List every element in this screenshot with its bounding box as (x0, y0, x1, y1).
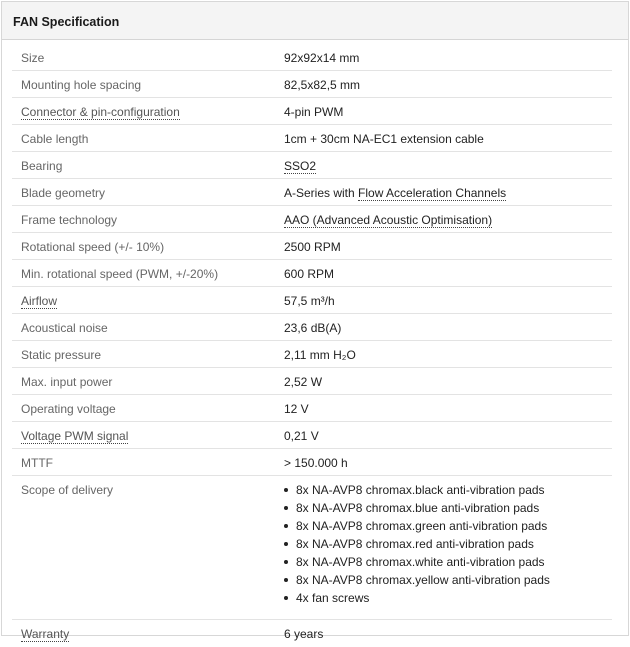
spec-value: 82,5x82,5 mm (284, 78, 361, 92)
spec-row-rotational-speed (12, 233, 612, 260)
spec-value: 2,52 W (284, 375, 323, 389)
spec-row-mounting-hole-spacing (12, 71, 612, 98)
spec-label: MTTF (21, 456, 53, 470)
spec-row-blade-geometry (12, 179, 612, 206)
list-item: 8x NA-AVP8 chromax.black anti-vibration pads (284, 483, 550, 501)
spec-value: 12 V (284, 402, 309, 416)
list-item: 8x NA-AVP8 chromax.green anti-vibration pads (284, 519, 550, 537)
spec-label: Cable length (21, 132, 89, 146)
connector-info-link[interactable]: Connector & pin-configuration (21, 105, 180, 119)
spec-label: Blade geometry (21, 186, 106, 200)
spec-row-static-pressure (12, 341, 612, 368)
spec-row-voltage-pwm-signal (12, 422, 612, 449)
spec-label: Frame technology (21, 213, 118, 227)
spec-row-connector (12, 98, 612, 125)
spec-row-acoustical-noise (12, 314, 612, 341)
spec-value: 2500 RPM (284, 240, 341, 254)
spec-value: > 150.000 h (284, 456, 348, 470)
spec-row-mttf (12, 449, 612, 476)
spec-value: A-Series with (284, 186, 359, 200)
list-item: 8x NA-AVP8 chromax.blue anti-vibration pads (284, 501, 550, 519)
spec-row-min-rotational-speed (12, 260, 612, 287)
spec-value: 6 years (284, 627, 324, 641)
spec-value: 23,6 dB(A) (284, 321, 342, 335)
spec-row-scope-of-delivery (12, 476, 612, 620)
spec-row-airflow (12, 287, 612, 314)
aao-link[interactable]: AAO (Advanced Acoustic Optimisation) (284, 213, 493, 227)
spec-row-operating-voltage (12, 395, 612, 422)
airflow-info-link[interactable]: Airflow (21, 294, 58, 308)
spec-value: 57,5 m³/h (284, 294, 335, 308)
list-item: 8x NA-AVP8 chromax.white anti-vibration pads (284, 555, 550, 573)
flow-acceleration-channels-link[interactable]: Flow Acceleration Channels (358, 186, 507, 200)
spec-value: 2,11 mm H₂O (284, 348, 356, 362)
spec-value: 4-pin PWM (284, 105, 344, 119)
spec-row-bearing (12, 152, 612, 179)
list-item: 8x NA-AVP8 chromax.red anti-vibration pads (284, 537, 550, 555)
bearing-sso2-link[interactable]: SSO2 (284, 159, 317, 173)
spec-label: Static pressure (21, 348, 102, 362)
warranty-info-link[interactable]: Warranty (21, 627, 70, 641)
spec-label: Mounting hole spacing (21, 78, 142, 92)
spec-value: 600 RPM (284, 267, 335, 281)
spec-value: 0,21 V (284, 429, 319, 443)
spec-label: Rotational speed (+/- 10%) (21, 240, 165, 254)
spec-label: Max. input power (21, 375, 113, 389)
spec-label: Size (21, 51, 45, 65)
list-item: 4x fan screws (284, 591, 550, 609)
spec-label: Operating voltage (21, 402, 116, 416)
spec-label: Min. rotational speed (PWM, +/-20%) (21, 267, 219, 281)
voltage-pwm-signal-link[interactable]: Voltage PWM signal (21, 429, 129, 443)
spec-row-size (12, 44, 612, 71)
spec-label: Acoustical noise (21, 321, 108, 335)
spec-value: 1cm + 30cm NA-EC1 extension cable (284, 132, 484, 146)
panel-title: FAN Specification (2, 2, 628, 40)
spec-row-frame-technology (12, 206, 612, 233)
spec-row-max-input-power (12, 368, 612, 395)
spec-row-warranty (12, 620, 612, 647)
fan-specification-panel (1, 1, 629, 641)
list-item: 8x NA-AVP8 chromax.yellow anti-vibration pads (284, 573, 550, 591)
spec-label: Scope of delivery (21, 483, 114, 497)
delivery-list (284, 483, 550, 609)
spec-label: Bearing (21, 159, 63, 173)
spec-row-cable-length (12, 125, 612, 152)
spec-value: 92x92x14 mm (284, 51, 360, 65)
spec-table (12, 44, 612, 647)
